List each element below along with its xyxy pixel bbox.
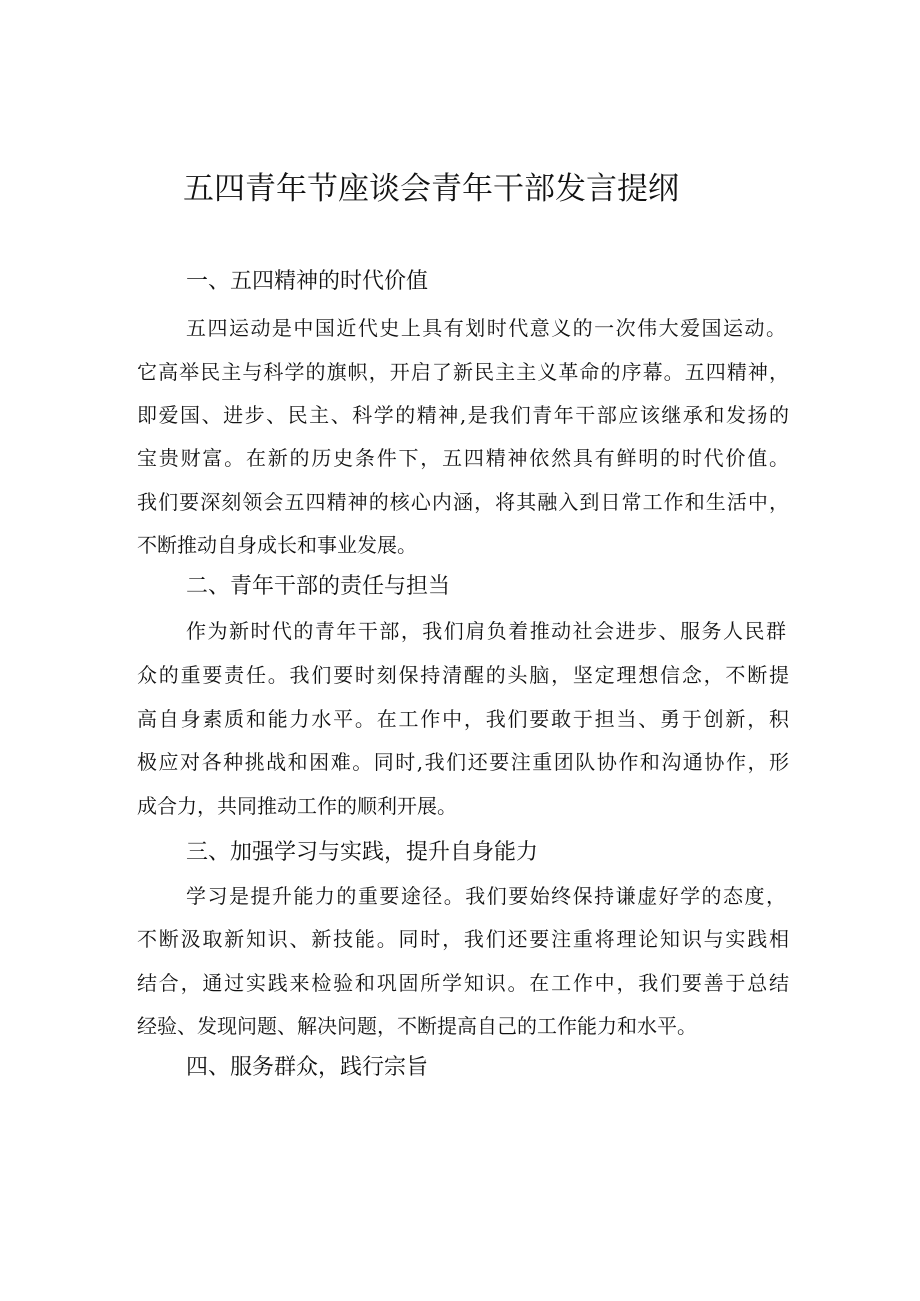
paragraph-line: 高自身素质和能力水平。在工作中，我们要敢于担当、勇于创新，积 [137, 707, 789, 731]
paragraph-line: 众的重要责任。我们要时刻保持清醒的头脑，坚定理想信念，不断提 [137, 663, 789, 687]
paragraph-line: 学习是提升能力的重要途径。我们要始终保持谦虚好学的态度， [186, 884, 786, 908]
section-heading-1: 一、五四精神的时代价值 [186, 269, 429, 294]
section-heading-3: 三、加强学习与实践，提升自身能力 [186, 840, 539, 865]
section-heading-4: 四、服务群众，践行宗旨 [186, 1055, 429, 1080]
paragraph-line: 即爱国、进步、民主、科学的精神,是我们青年干部应该继承和发扬的 [137, 403, 789, 427]
section-heading-2: 二、青年干部的责任与担当 [186, 574, 451, 599]
paragraph-line: 它高举民主与科学的旗帜，开启了新民主主义革命的序幕。五四精神， [137, 360, 789, 384]
paragraph-line: 五四运动是中国近代史上具有划时代意义的一次伟大爱国运动。 [186, 316, 786, 340]
paragraph-line: 宝贵财富。在新的历史条件下，五四精神依然具有鲜明的时代价值。 [137, 446, 789, 470]
paragraph-line: 结合，通过实践来检验和巩固所学知识。在工作中，我们要善于总结 [137, 971, 789, 995]
paragraph-line: 作为新时代的青年干部，我们肩负着推动社会进步、服务人民群 [186, 619, 786, 643]
paragraph-line: 不断推动自身成长和事业发展。 [137, 533, 417, 557]
document-title: 五四青年节座谈会青年干部发言提纲 [183, 171, 679, 207]
paragraph-line: 不断汲取新知识、新技能。同时，我们还要注重将理论知识与实践相 [137, 927, 789, 951]
paragraph-line: 经验、发现问题、解决问题，不断提高自己的工作能力和水平。 [137, 1014, 697, 1038]
paragraph-line: 极应对各种挑战和困难。同时,我们还要注重团队协作和沟通协作，形 [137, 750, 789, 774]
paragraph-line: 成合力，共同推动工作的顺利开展。 [137, 794, 457, 818]
paragraph-line: 我们要深刻领会五四精神的核心内涵，将其融入到日常工作和生活中， [137, 490, 789, 514]
